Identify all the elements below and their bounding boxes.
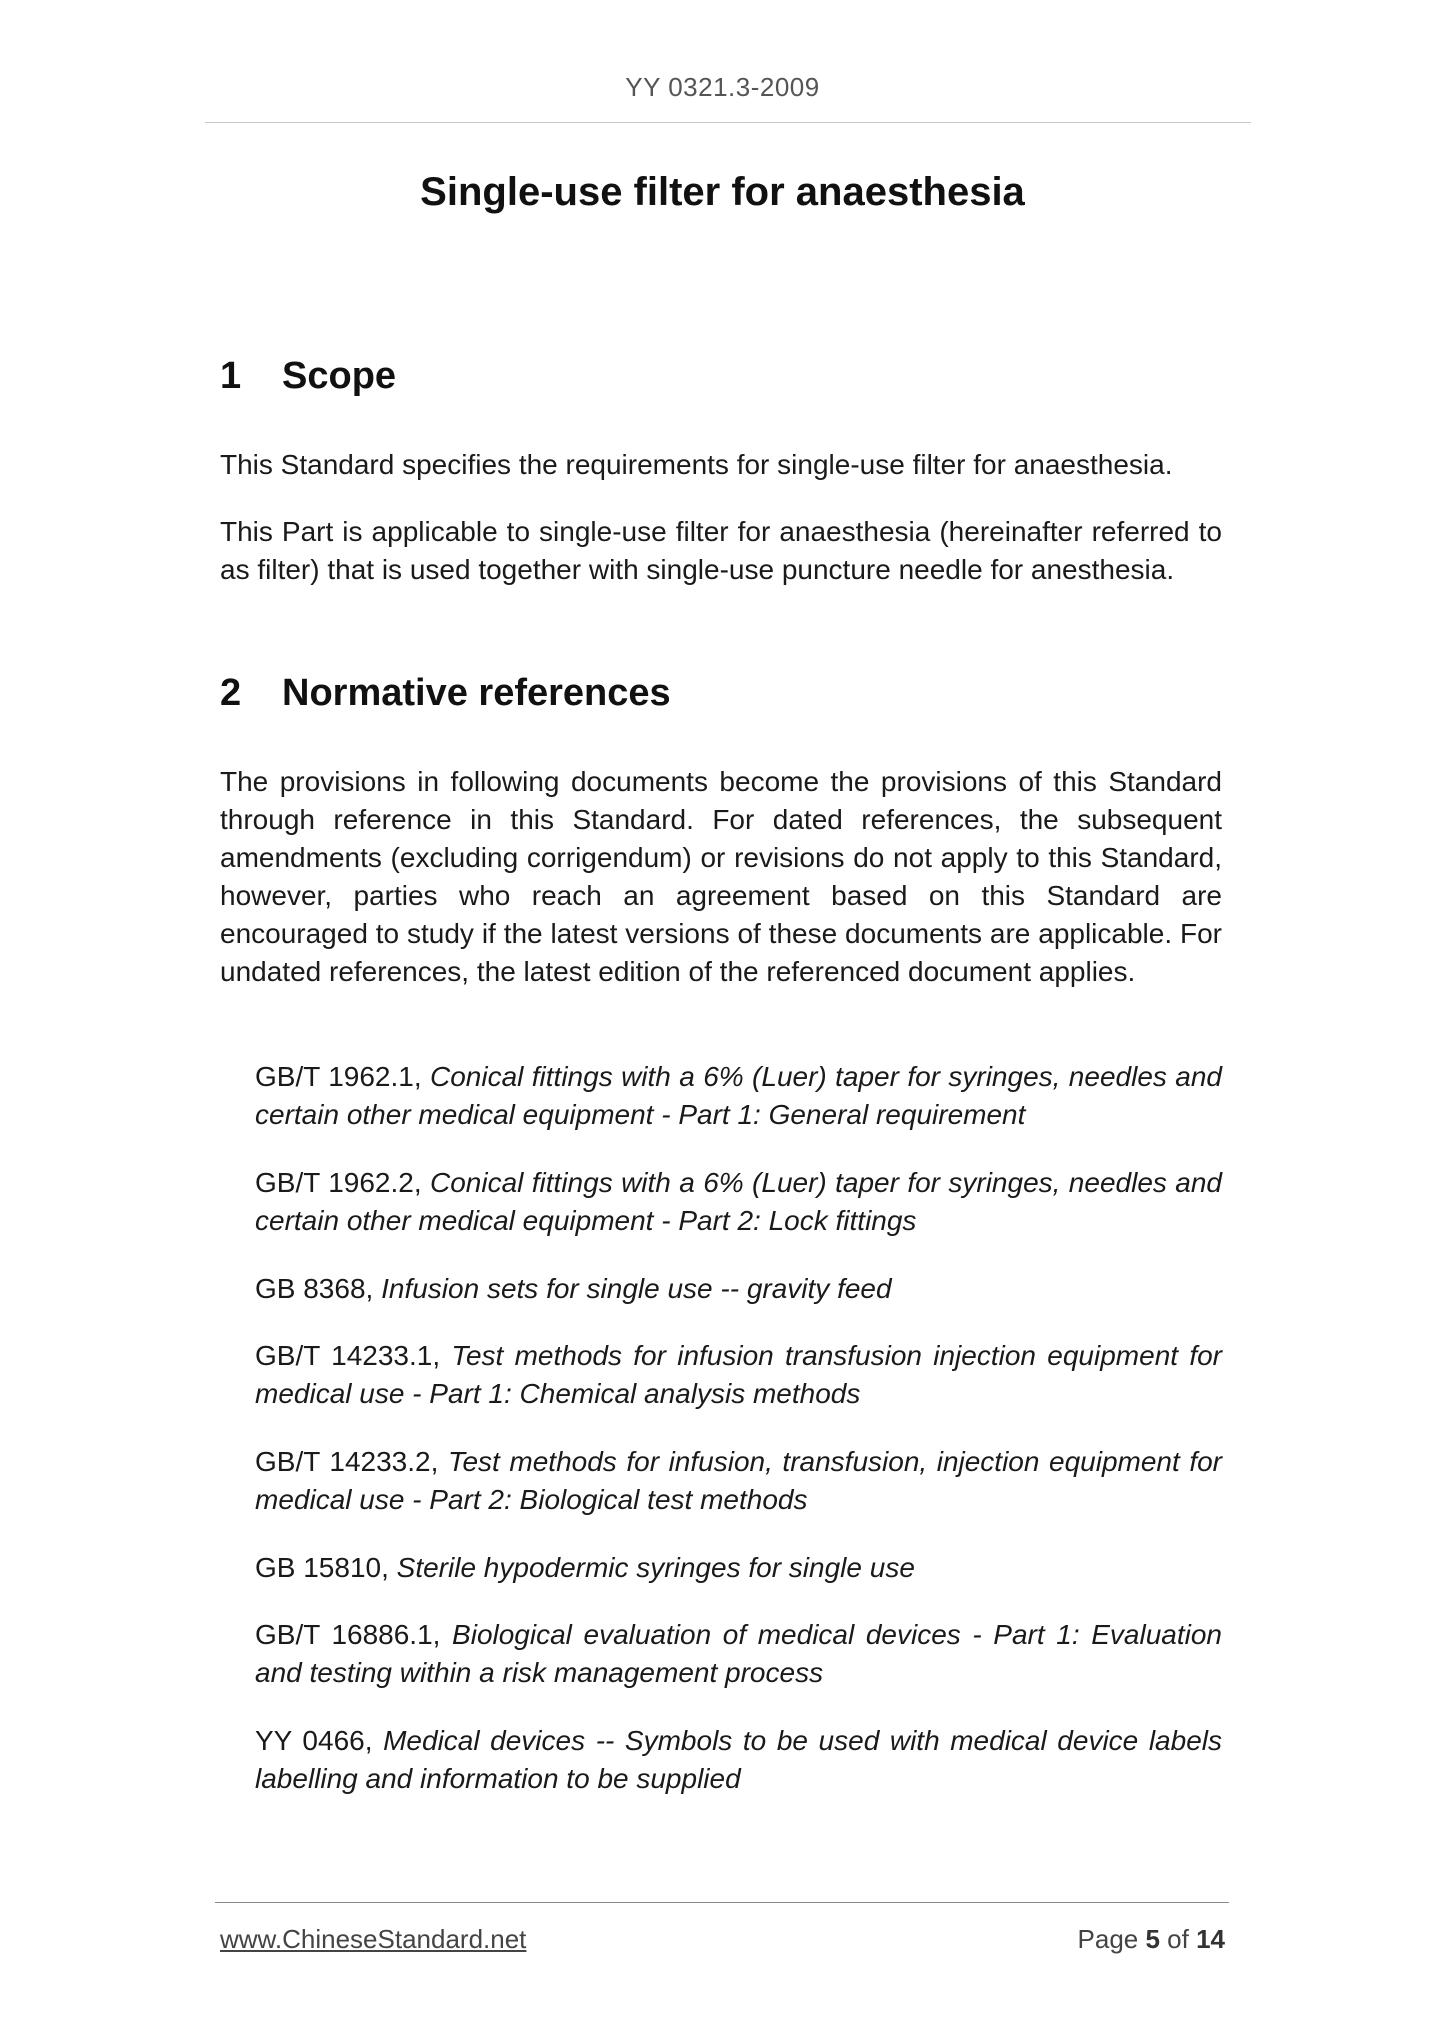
scope-paragraph-1: This Standard specifies the requirements for single-use filter for anaesthesia. — [220, 449, 1173, 480]
reference-code: GB/T 16886.1, — [255, 1619, 453, 1650]
website-link[interactable]: www.ChineseStandard.net — [220, 1924, 527, 1954]
page-total: 14 — [1196, 1924, 1225, 1954]
reference-item — [255, 1616, 1222, 1692]
reference-item — [255, 1270, 1222, 1308]
reference-title: Infusion sets for single use -- gravity feed — [381, 1273, 892, 1304]
reference-item — [255, 1337, 1222, 1413]
reference-title: Biological evaluation of medical devices - Part 1: Evaluation and testing within a risk management process — [255, 1619, 1222, 1688]
reference-code: GB 15810, — [255, 1552, 397, 1583]
reference-item — [255, 1164, 1222, 1240]
section-title: Normative references — [282, 672, 671, 714]
section-heading-scope — [220, 355, 396, 398]
reference-title: Test methods for infusion, transfusion, injection equipment for medical use - Part 2: Biological test methods — [255, 1446, 1223, 1515]
reference-item — [255, 1549, 1222, 1587]
reference-code: GB 8368, — [255, 1273, 382, 1304]
reference-item — [255, 1058, 1222, 1134]
section-title: Scope — [282, 355, 397, 397]
reference-title: Conical fittings with a 6% (Luer) taper for syringes, needles and certain other medical equipment - Part 1: General requirement — [255, 1061, 1222, 1130]
reference-title: Test methods for infusion transfusion injection equipment for medical use - Part 1: Chemical analysis methods — [255, 1340, 1223, 1409]
footer-divider — [215, 1902, 1229, 1903]
page-prefix: Page — [1077, 1924, 1146, 1954]
page-current: 5 — [1145, 1924, 1160, 1954]
page-separator: of — [1159, 1924, 1197, 1954]
document-code: YY 0321.3-2009 — [625, 72, 820, 102]
reference-title: Medical devices -- Symbols to be used with medical device labels labelling and information to be supplied — [255, 1725, 1222, 1794]
reference-title: Conical fittings with a 6% (Luer) taper for syringes, needles and certain other medical equipment - Part 2: Lock fittings — [255, 1167, 1222, 1236]
section-number: 2 — [220, 672, 242, 714]
document-title: Single-use filter for anaesthesia — [420, 170, 1025, 214]
reference-code: GB/T 1962.1, — [255, 1061, 431, 1092]
reference-code: GB/T 14233.1, — [255, 1340, 452, 1371]
reference-item — [255, 1443, 1222, 1519]
reference-title: Sterile hypodermic syringes for single use — [396, 1552, 915, 1583]
section-heading-normative-references — [220, 672, 671, 715]
header-divider — [205, 122, 1251, 123]
reference-code: YY 0466, — [255, 1725, 384, 1756]
reference-code: GB/T 1962.2, — [255, 1167, 431, 1198]
page-indicator — [1078, 1924, 1225, 1955]
normative-references-paragraph: The provisions in following documents become the provisions of this Standard through reference in this Standard. For dated references, the subsequent amendments (excluding corrigendum) or revisions do not apply to this Standard, however, parties who reach an agreement based on this Standard are encouraged to study if the latest versions of these documents are applicable. For undated references, the latest edition of the referenced document applies. — [220, 766, 1222, 987]
section-number: 1 — [220, 355, 242, 397]
scope-paragraph-2: This Part is applicable to single-use filter for anaesthesia (hereinafter referred to as filter) that is used together with single-use puncture needle for anesthesia. — [220, 516, 1222, 585]
reference-code: GB/T 14233.2, — [255, 1446, 448, 1477]
reference-item — [255, 1722, 1222, 1798]
